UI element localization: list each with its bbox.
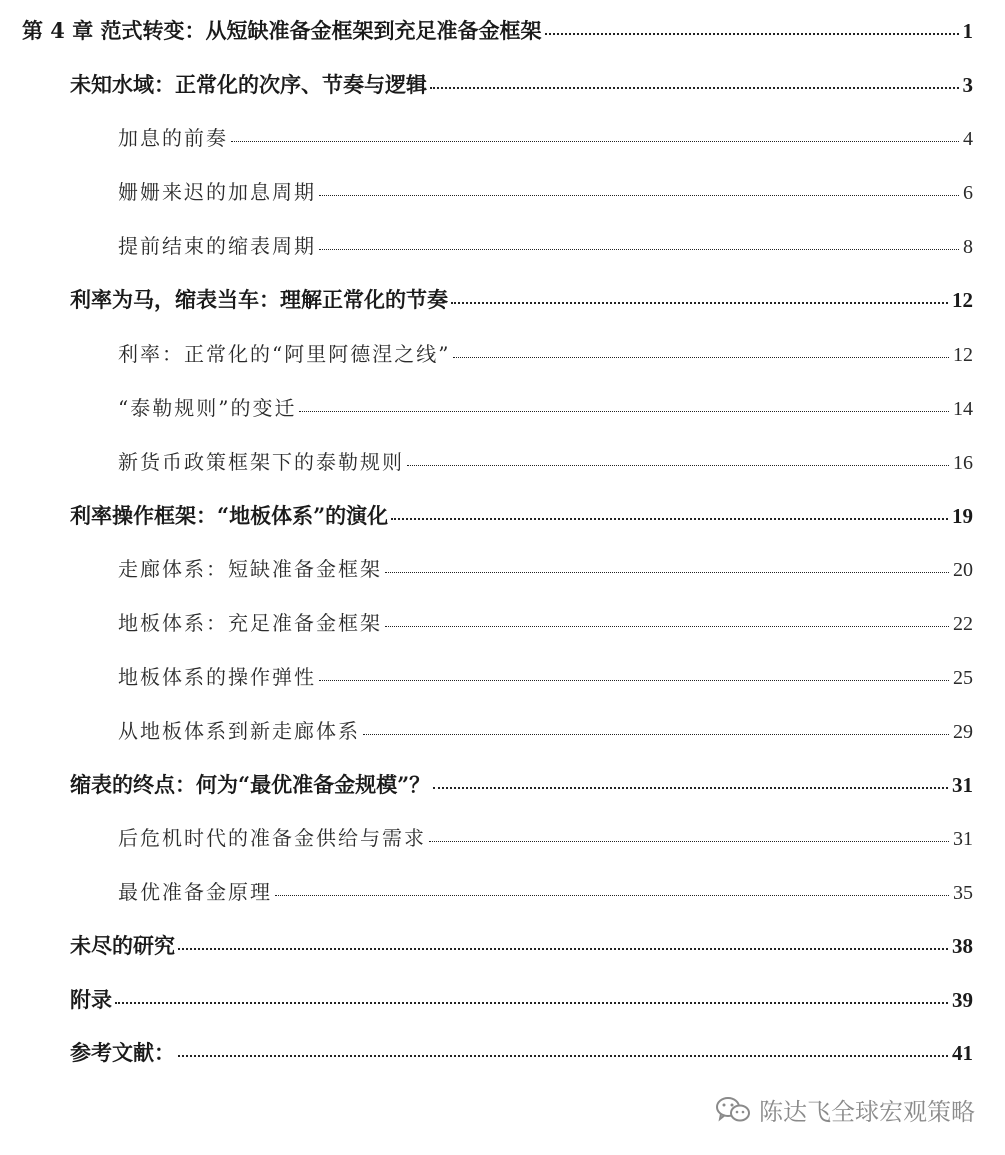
toc-title: 未知水域：正常化的次序、节奏与逻辑	[70, 72, 427, 97]
toc-page-number: 19	[952, 504, 973, 528]
watermark-text: 陈达飞全球宏观策略	[759, 1098, 975, 1126]
toc-title: 未尽的研究	[70, 933, 175, 958]
dot-leader	[299, 411, 949, 412]
toc-section[interactable]	[70, 69, 973, 99]
toc-subsection[interactable]	[118, 876, 973, 906]
toc-page-number: 29	[953, 721, 973, 743]
toc-page-number: 3	[962, 73, 973, 97]
toc-page-number: 4	[963, 128, 973, 150]
dot-leader	[115, 1002, 948, 1004]
toc-subsection[interactable]	[118, 553, 973, 583]
toc-chapter-4[interactable]	[22, 15, 973, 45]
dot-leader	[407, 465, 949, 466]
toc-subsection[interactable]	[118, 392, 973, 422]
toc-title: 姗姗来迟的加息周期	[118, 180, 316, 204]
toc-subsection[interactable]	[118, 446, 973, 476]
toc-title: 地板体系的操作弹性	[118, 665, 316, 689]
toc-subsection[interactable]	[118, 338, 973, 368]
toc-title: 缩表的终点：何为“最优准备金规模”？	[70, 772, 431, 797]
dot-leader	[430, 87, 959, 89]
toc-section[interactable]	[70, 1037, 973, 1067]
toc-subsection[interactable]	[118, 822, 973, 852]
toc-section[interactable]	[70, 500, 973, 530]
toc-title: 提前结束的缩表周期	[118, 234, 316, 258]
toc-subsection[interactable]	[118, 661, 973, 691]
dot-leader	[178, 1055, 948, 1057]
toc-title: 从地板体系到新走廊体系	[118, 719, 360, 743]
toc-title: 地板体系：充足准备金框架	[118, 611, 382, 635]
toc-page-number: 31	[952, 773, 973, 797]
toc-title: 附录	[70, 987, 112, 1012]
dot-leader	[451, 302, 948, 304]
dot-leader	[319, 195, 959, 196]
toc-title: 后危机时代的准备金供给与需求	[118, 826, 426, 850]
toc-title: 利率操作框架：“地板体系”的演化	[70, 503, 389, 528]
toc-title: “泰勒规则”的变迁	[118, 396, 297, 420]
toc-page-number: 1	[962, 19, 973, 43]
dot-leader	[391, 518, 948, 520]
toc-page-number: 41	[952, 1041, 973, 1065]
toc-title: 最优准备金原理	[118, 880, 272, 904]
toc-section[interactable]	[70, 984, 973, 1014]
toc-title: 走廊体系：短缺准备金框架	[118, 557, 382, 581]
toc-subsection[interactable]	[118, 715, 973, 745]
dot-leader	[275, 895, 949, 896]
toc-page-number: 20	[953, 559, 973, 581]
toc-section[interactable]	[70, 930, 973, 960]
toc-title: 利率：正常化的“阿里阿德涅之线”	[118, 342, 451, 366]
toc-title: 加息的前奏	[118, 126, 228, 150]
dot-leader	[231, 141, 959, 142]
dot-leader	[433, 787, 948, 789]
watermark	[715, 1092, 975, 1127]
dot-leader	[429, 841, 949, 842]
toc-page-number: 12	[953, 344, 973, 366]
toc-section[interactable]	[70, 284, 973, 314]
dot-leader	[385, 626, 949, 627]
toc-subsection[interactable]	[118, 122, 973, 152]
dot-leader	[319, 680, 949, 681]
toc-subsection[interactable]	[118, 176, 973, 206]
toc-page-number: 22	[953, 613, 973, 635]
toc-title: 利率为马，缩表当车：理解正常化的节奏	[70, 287, 448, 312]
dot-leader	[453, 357, 949, 358]
dot-leader	[319, 249, 959, 250]
dot-leader	[363, 734, 949, 735]
toc-page-number: 14	[953, 398, 973, 420]
dot-leader	[545, 33, 959, 35]
toc-title: 第 4 章 范式转变：从短缺准备金框架到充足准备金框架	[22, 18, 542, 43]
toc-page-number: 8	[963, 236, 973, 258]
toc-section[interactable]	[70, 769, 973, 799]
toc-page-number: 35	[953, 882, 973, 904]
toc-page-number: 25	[953, 667, 973, 689]
toc-subsection[interactable]	[118, 230, 973, 260]
toc-page-number: 38	[952, 934, 973, 958]
toc-page-number: 12	[952, 288, 973, 312]
toc-page-number: 39	[952, 988, 973, 1012]
dot-leader	[178, 948, 948, 950]
wechat-icon	[715, 1095, 751, 1125]
toc-page-number: 16	[953, 452, 973, 474]
toc-page-number: 6	[963, 182, 973, 204]
toc-page-number: 31	[953, 828, 973, 850]
toc-subsection[interactable]	[118, 607, 973, 637]
toc-title: 新货币政策框架下的泰勒规则	[118, 450, 404, 474]
toc-title: 参考文献：	[70, 1040, 175, 1065]
dot-leader	[385, 572, 949, 573]
